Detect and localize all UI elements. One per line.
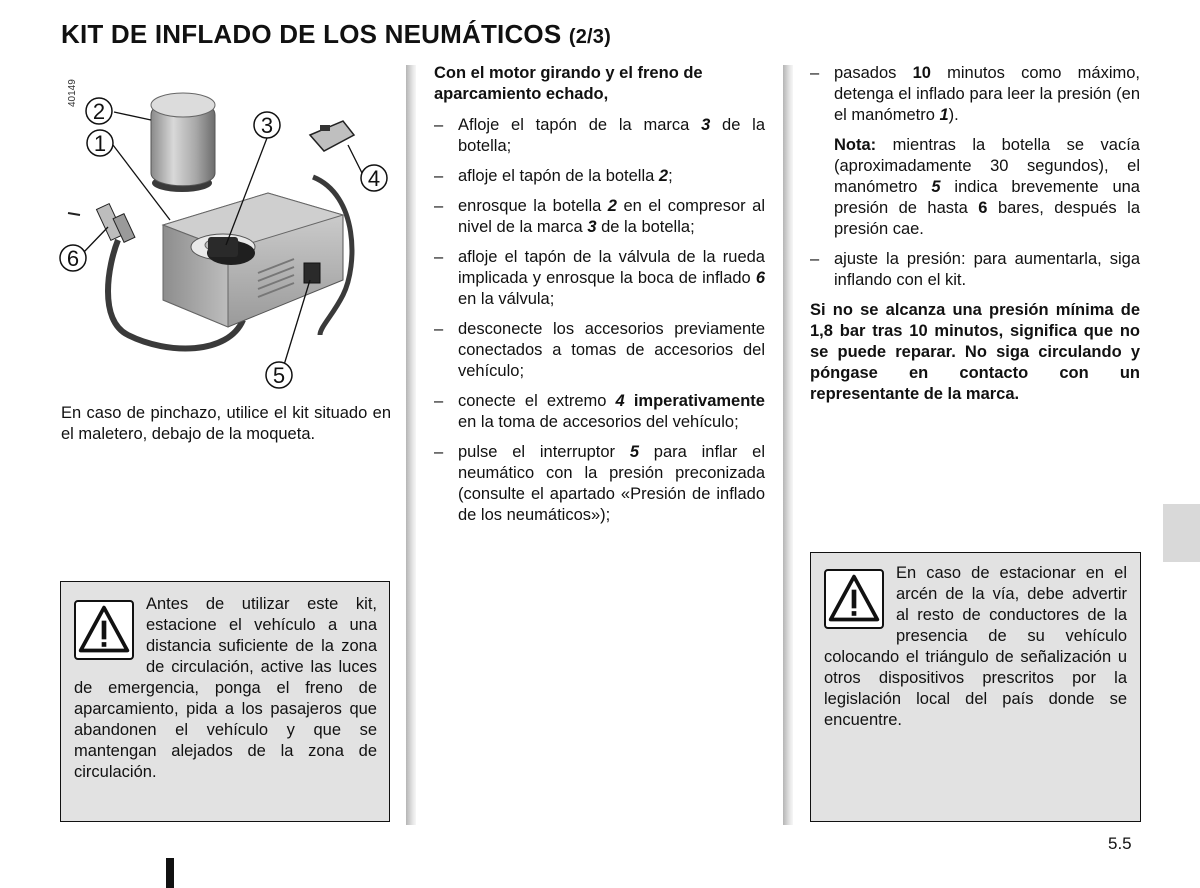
tire-inflation-kit-illustration xyxy=(58,65,398,395)
step-item: – afloje el tapón de la válvula de la rueda implicada y enrosque la boca de inflado 6 en la válvula; xyxy=(434,248,765,308)
intro-paragraph: En caso de pinchazo, utilice el kit situado en el maletero, debajo de la moqueta. xyxy=(61,404,391,443)
chapter-tab-marker xyxy=(1163,504,1200,562)
callout-3 xyxy=(254,112,280,138)
warning-left-text: Antes de utilizar este kit, estacione el vehículo a una distancia suficiente de la zona de circulación, active las luces de emergencia, ponga el freno de aparcamiento, pida a los pasajeros que abandonen el vehículo y que se mantengan alejados de la zona de circulación. xyxy=(74,595,377,781)
warning-triangle-icon xyxy=(74,600,134,660)
page-title xyxy=(61,19,611,50)
step-item: – enrosque la botella 2 en el compresor al nivel de la marca 3 de la botella; xyxy=(434,197,765,236)
title-text: KIT DE INFLADO DE LOS NEUMÁTICOS xyxy=(61,19,562,49)
step-item: – Afloje el tapón de la marca 3 de la botella; xyxy=(434,116,766,155)
steps-lead: Con el motor girando y el freno de aparcamiento echado, xyxy=(434,64,703,103)
crop-mark xyxy=(166,858,174,888)
callout-2 xyxy=(86,98,112,124)
step-item: – afloje el tapón de la botella 2; xyxy=(434,167,673,185)
warning-triangle-icon xyxy=(824,569,884,629)
svg-text:3: 3 xyxy=(260,113,274,138)
pressure-note: Nota: mientras la botella se vacía (aproximadamente 30 segundos), el manómetro 5 indica brevemente una presión de hasta 6 bares, después la presión cae. xyxy=(834,136,1140,238)
image-code: 40149 xyxy=(67,79,78,107)
step-item: – desconecte los accesorios previamente conectados a tomas de accesorios del vehículo; xyxy=(434,320,765,380)
callout-4 xyxy=(361,165,387,191)
steps-column xyxy=(434,63,765,535)
page-number: 5.5 xyxy=(1108,834,1132,853)
svg-text:4: 4 xyxy=(367,166,381,191)
svg-text:5: 5 xyxy=(272,363,286,388)
column-divider-right xyxy=(783,65,793,825)
warning-right-text: En caso de estacionar en el arcén de la vía, debe advertir al resto de conductores de la presencia de su vehículo colocando el triángulo de señalización u otros dispositivos prescritos por la legislación local del país donde se encuentre. xyxy=(824,564,1127,729)
svg-text:1: 1 xyxy=(93,131,107,156)
callout-1 xyxy=(87,130,113,156)
result-column xyxy=(810,63,1140,405)
callout-5 xyxy=(266,362,292,388)
svg-text:6: 6 xyxy=(66,246,80,271)
step-item: – ajuste la presión: para aumentarla, siga inflando con el kit. xyxy=(810,250,1140,289)
step-item: – conecte el extremo 4 imperativamente en la toma de accesorios del vehículo; xyxy=(434,392,765,431)
repair-warning: Si no se alcanza una presión mínima de 1,8 bar tras 10 minutos, significa que no se puede reparar. No siga circulando y póngase en contacto con un representante de la marca. xyxy=(810,301,1140,403)
step-item: – pasados 10 minutos como máximo, detenga el inflado para leer la presión (en el manómetro 1). xyxy=(810,64,1141,124)
step-item: – pulse el interruptor 5 para inflar el neumático con la presión preconizada (consulte el apartado «Presión de inflado de los neumáticos»); xyxy=(434,443,765,524)
svg-text:2: 2 xyxy=(92,99,106,124)
callout-6 xyxy=(60,245,86,271)
column-divider-left xyxy=(406,65,416,825)
title-part: (2/3) xyxy=(568,26,611,48)
warning-box-right xyxy=(810,552,1141,822)
warning-box-left xyxy=(60,581,390,822)
